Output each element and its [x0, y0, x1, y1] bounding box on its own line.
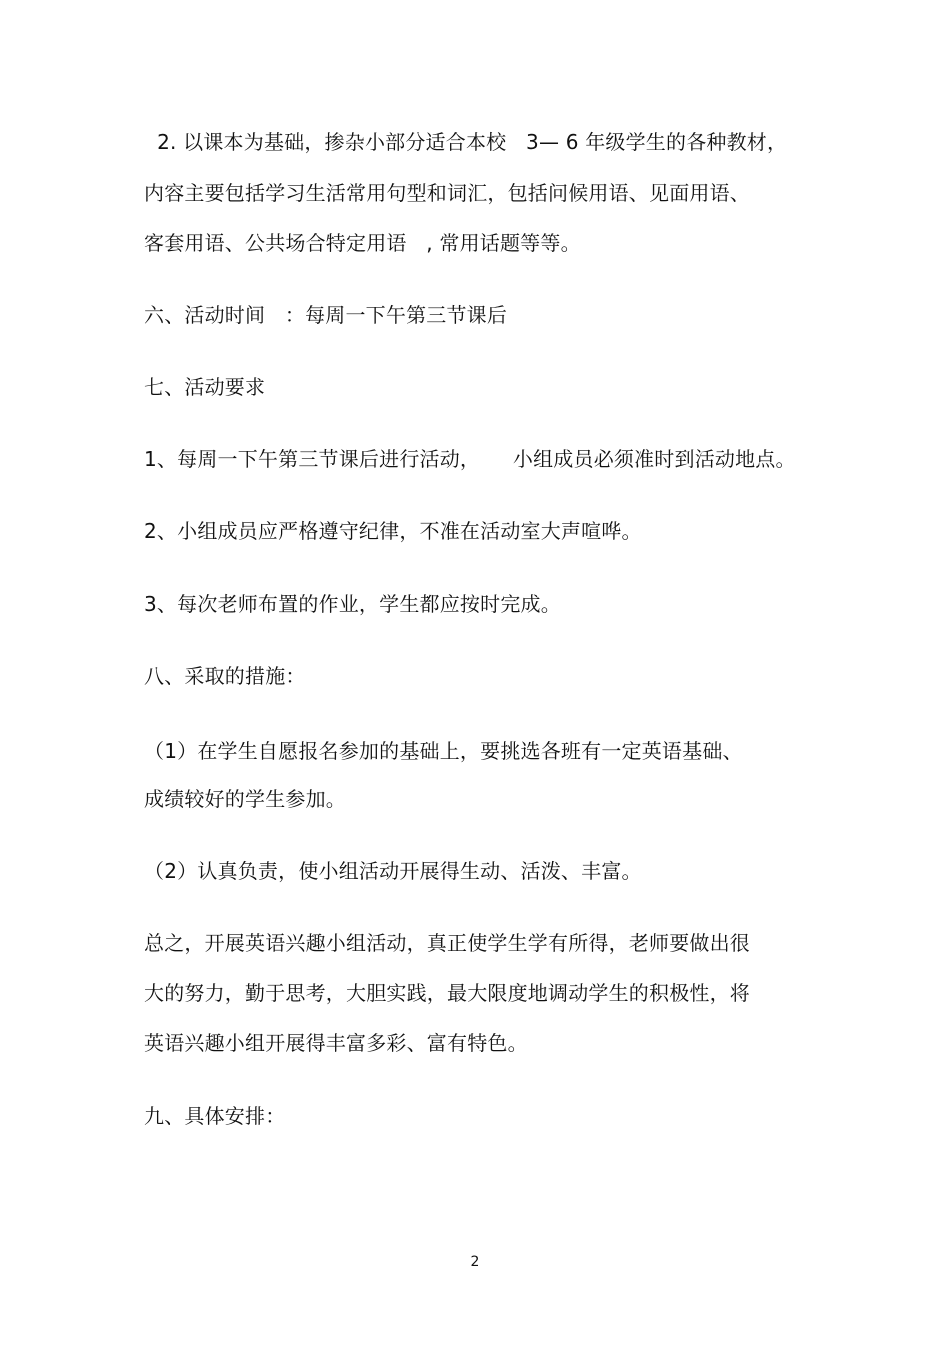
- paragraph-line: 英语兴趣小组开展得丰富多彩、富有特色。: [144, 1031, 528, 1055]
- paragraph-line: 大的努力，勤于思考，大胆实践，最大限度地调动学生的积极性，将: [144, 981, 750, 1005]
- list-item: （1）在学生自愿报名参加的基础上，要挑选各班有一定英语基础、: [144, 739, 743, 763]
- section-heading: 九、具体安排：: [144, 1104, 286, 1128]
- paragraph-line: 2. 以课本为基础，掺杂小部分适合本校 3— 6 年级学生的各种教材，: [144, 130, 788, 154]
- paragraph-line: 客套用语、公共场合特定用语 , 常用话题等等。: [144, 231, 581, 255]
- paragraph-line: 成绩较好的学生参加。: [144, 787, 346, 811]
- list-item: 2、小组成员应严格遵守纪律，不准在活动室大声喧哗。: [144, 519, 642, 543]
- section-heading: 六、活动时间 ：每周一下午第三节课后: [144, 303, 508, 327]
- paragraph-line: 内容主要包括学习生活常用句型和词汇，包括问候用语、见面用语、: [144, 181, 750, 205]
- list-item: 3、每次老师布置的作业，学生都应按时完成。: [144, 592, 561, 616]
- list-item: （2）认真负责，使小组活动开展得生动、活泼、丰富。: [144, 859, 642, 883]
- section-heading: 七、活动要求: [144, 375, 266, 399]
- page-number: 2: [470, 1254, 480, 1270]
- paragraph-line: 总之，开展英语兴趣小组活动，真正使学生学有所得，老师要做出很: [144, 931, 750, 955]
- section-heading: 八、采取的措施：: [144, 664, 306, 688]
- list-item: 1、每周一下午第三节课后进行活动， 小组成员必须准时到活动地点。: [144, 447, 796, 471]
